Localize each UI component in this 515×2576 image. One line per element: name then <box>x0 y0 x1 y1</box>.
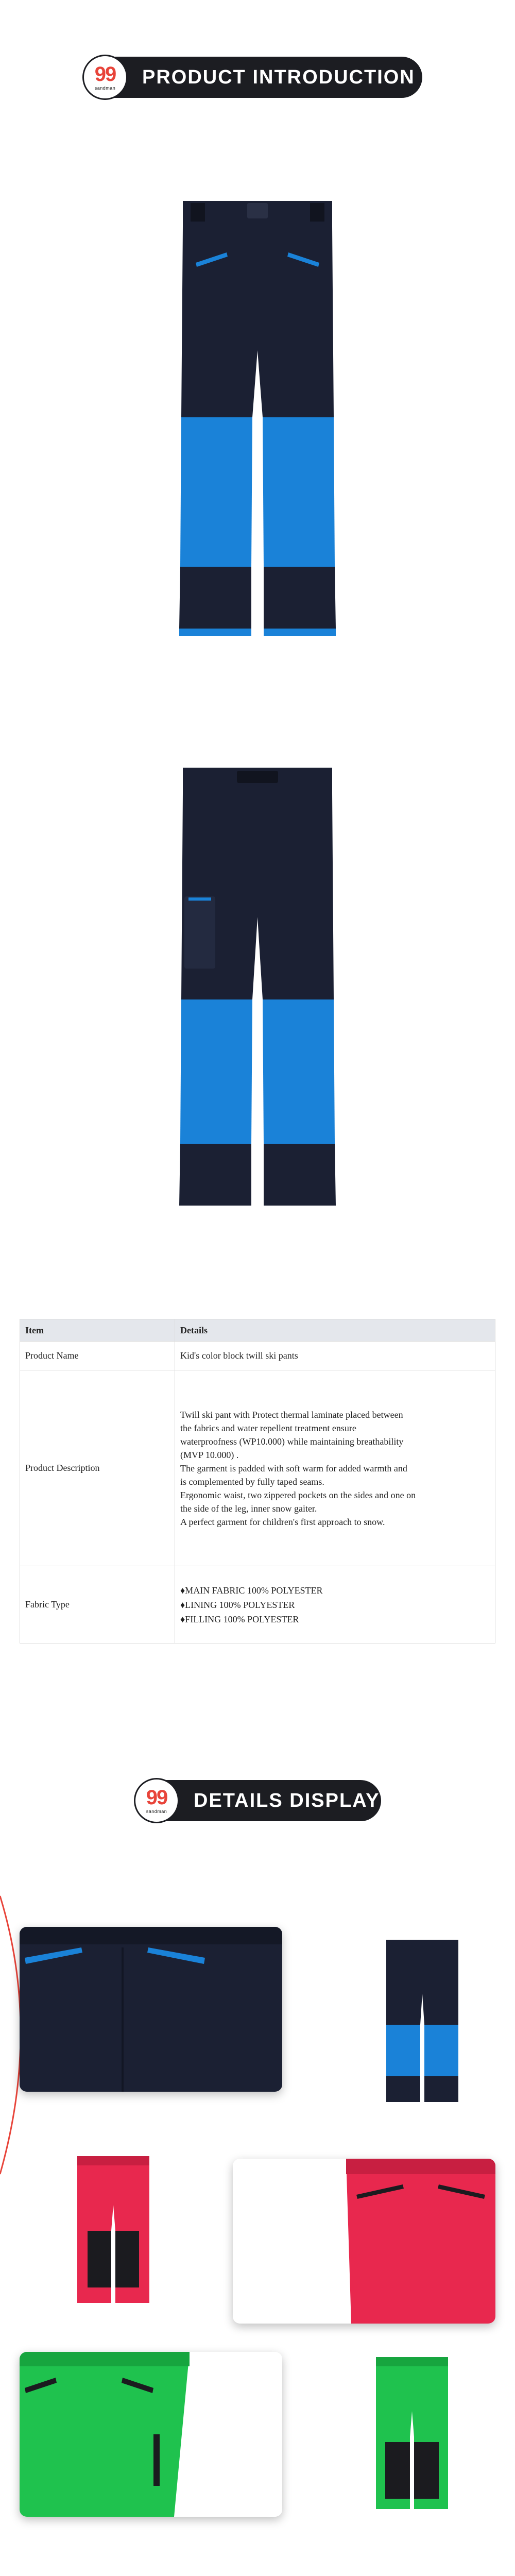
fabric-line: ♦LINING 100% POLYESTER <box>180 1599 295 1610</box>
details-title: DETAILS DISPLAY <box>194 1789 380 1811</box>
pants-back-image <box>170 762 345 1216</box>
header-details: Details <box>175 1319 495 1342</box>
description-line: is complemented by fully taped seams. <box>180 1476 324 1487</box>
navy-zoom-image <box>20 1927 282 2092</box>
fabric-line: ♦FILLING 100% POLYESTER <box>180 1614 299 1624</box>
fabric-line: ♦MAIN FABRIC 100% POLYESTER <box>180 1585 323 1596</box>
brand-logo <box>82 55 128 100</box>
product-description-value <box>175 1370 495 1566</box>
green-zoom-image <box>20 2352 282 2517</box>
brand-logo-sub: sandman <box>146 1809 167 1814</box>
description-line: the side of the leg, inner snow gaiter. <box>180 1503 317 1514</box>
product-name-value: Kid's color block twill ski pants <box>175 1342 495 1370</box>
green-pants-thumbnail <box>371 2354 453 2514</box>
brand-logo <box>134 1778 179 1823</box>
description-line: Twill ski pant with Protect thermal laminate placed between <box>180 1409 403 1420</box>
detail-zoom-green <box>20 2352 282 2517</box>
description-line: The garment is padded with soft warm for added warmth and <box>180 1463 407 1473</box>
product-description-label: Product Description <box>20 1370 175 1566</box>
intro-banner <box>88 57 422 98</box>
product-name-label: Product Name <box>20 1342 175 1370</box>
brand-logo-number: 99 <box>94 63 116 86</box>
header-item: Item <box>20 1319 175 1342</box>
navy-pants-thumbnail <box>381 1937 464 2107</box>
fabric-type-label: Fabric Type <box>20 1566 175 1643</box>
detail-zoom-red <box>233 2159 495 2324</box>
details-banner <box>139 1780 381 1821</box>
table-header-row <box>20 1319 495 1342</box>
table-row <box>20 1370 495 1566</box>
spec-table <box>20 1319 495 1643</box>
description-line: (MVP 10.000) . <box>180 1449 239 1460</box>
table-row <box>20 1342 495 1370</box>
table-row <box>20 1566 495 1643</box>
description-line: A perfect garment for children's first approach to snow. <box>180 1516 385 1527</box>
detail-zoom-navy <box>20 1927 282 2092</box>
pants-front-image <box>170 196 345 659</box>
brand-logo-number: 99 <box>146 1786 167 1809</box>
description-line: waterproofness (WP10.000) while maintaining breathability <box>180 1436 404 1447</box>
brand-logo-sub: sandman <box>94 86 116 91</box>
red-zoom-image <box>233 2159 495 2324</box>
intro-title: PRODUCT INTRODUCTION <box>142 66 415 88</box>
fabric-type-value <box>175 1566 495 1643</box>
red-pants-thumbnail <box>72 2154 154 2308</box>
description-line: Ergonomic waist, two zippered pockets on the sides and one on <box>180 1489 416 1500</box>
description-line: the fabrics and water repellent treatment ensure <box>180 1422 356 1433</box>
